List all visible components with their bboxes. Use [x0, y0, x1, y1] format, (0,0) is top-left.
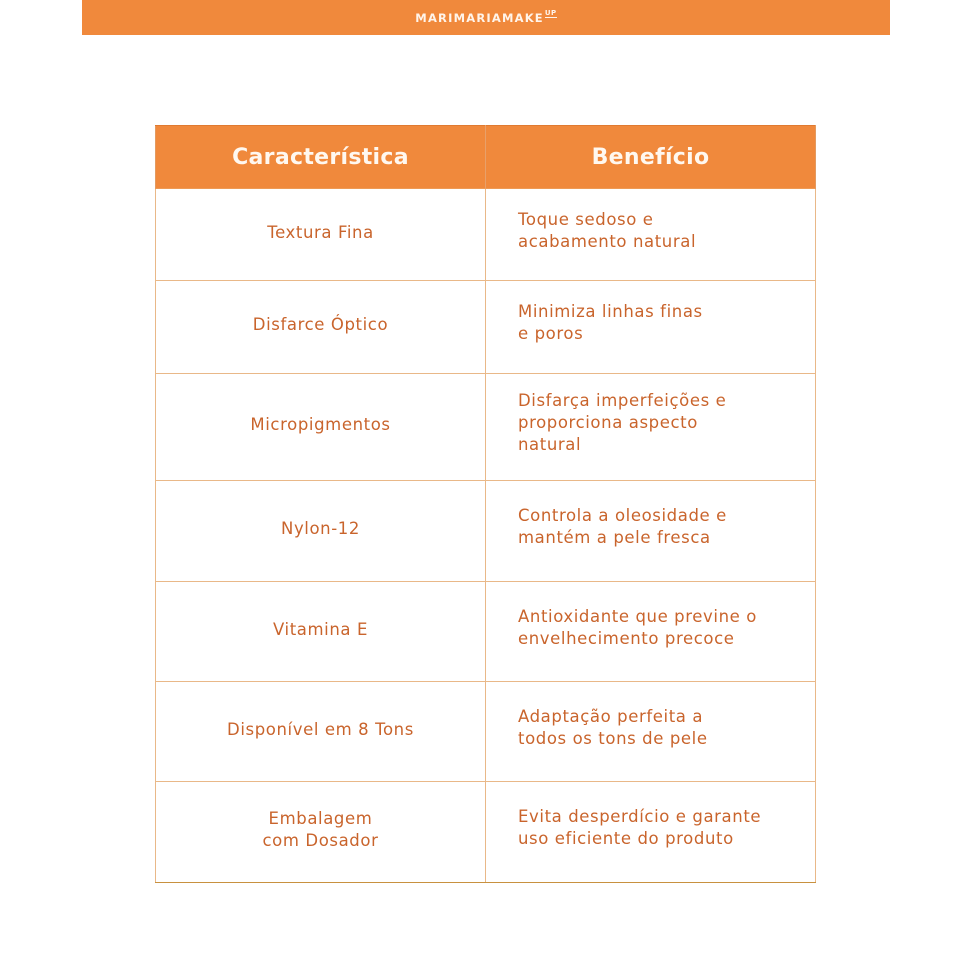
feature-text: Vitamina E [273, 619, 368, 639]
benefit-text: envelhecimento precoce [518, 628, 735, 648]
features-table [155, 125, 816, 883]
logo-text: MARIMARIAMAKE [415, 10, 544, 25]
table-row [156, 189, 816, 281]
feature-cell [156, 582, 486, 682]
logo-superscript: UP [544, 8, 557, 17]
feature-text: com Dosador [262, 831, 379, 850]
benefit-cell [486, 682, 816, 782]
benefit-cell [486, 481, 816, 582]
header-benefit: Benefício [486, 126, 816, 189]
benefit-text: e poros [518, 324, 584, 343]
feature-cell [156, 782, 486, 883]
benefit-text: Toque sedoso e [518, 209, 654, 229]
feature-text: Nylon-12 [281, 519, 360, 538]
benefit-cell [486, 374, 816, 481]
table-row [156, 481, 816, 582]
table-row [156, 582, 816, 682]
table-header-row [156, 126, 816, 189]
benefit-text: todos os tons de pele [518, 728, 708, 748]
feature-cell [156, 189, 486, 281]
feature-text: Embalagem [268, 809, 373, 828]
feature-text: Textura Fina [267, 222, 374, 242]
benefit-text: acabamento natural [518, 231, 697, 251]
feature-text: Disfarce Óptico [252, 315, 389, 334]
benefit-cell [486, 782, 816, 883]
brand-banner [82, 0, 890, 35]
benefit-text: Adaptação perfeita a [518, 706, 704, 726]
benefit-cell [486, 189, 816, 281]
table-row [156, 682, 816, 782]
benefit-text: mantém a pele fresca [518, 528, 711, 547]
feature-text: Disponível em 8 Tons [227, 719, 414, 739]
header-feature: Característica [156, 126, 486, 189]
benefit-text: Controla a oleosidade e [518, 506, 727, 525]
table-row [156, 281, 816, 374]
feature-cell [156, 374, 486, 481]
benefit-text: natural [518, 435, 582, 454]
benefit-text: proporciona aspecto [518, 413, 698, 432]
feature-cell [156, 682, 486, 782]
benefit-text: Evita desperdício e garante [518, 807, 762, 826]
benefit-text: Disfarça imperfeições e [518, 391, 727, 410]
table-row [156, 782, 816, 883]
benefit-text: Minimiza linhas finas [518, 302, 703, 321]
feature-cell [156, 481, 486, 582]
brand-logo [415, 8, 557, 25]
benefit-cell [486, 281, 816, 374]
benefit-text: uso eficiente do produto [518, 829, 734, 848]
table-row [156, 374, 816, 481]
feature-text: Micropigmentos [250, 415, 391, 434]
benefit-text: Antioxidante que previne o [518, 606, 757, 626]
feature-cell [156, 281, 486, 374]
benefit-cell [486, 582, 816, 682]
